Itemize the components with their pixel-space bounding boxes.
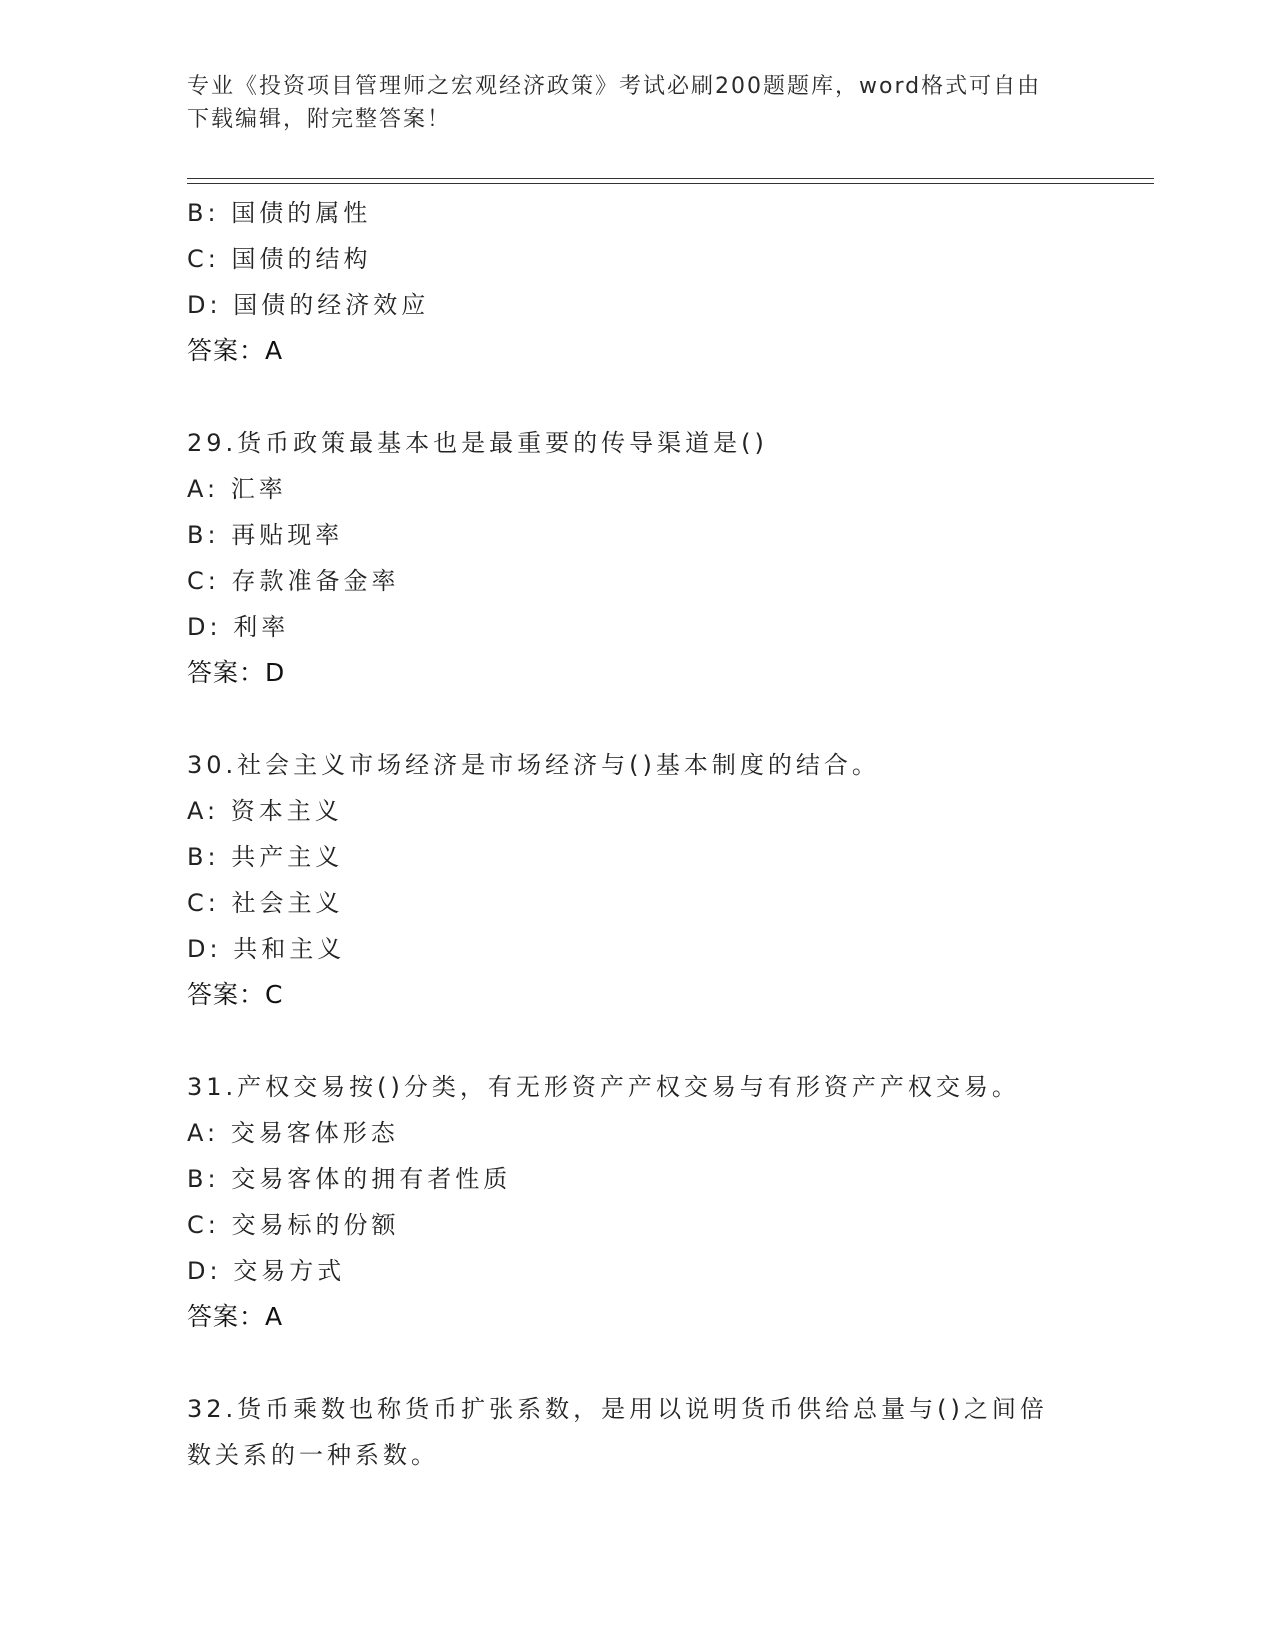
question-stem: 30.社会主义市场经济是市场经济与()基本制度的结合。 (187, 751, 880, 779)
question-list (187, 190, 1147, 1478)
option-b: B: 再贴现率 (187, 521, 344, 549)
answer-line: 答案：D (187, 658, 286, 687)
option-a: A: 交易客体形态 (187, 1119, 399, 1147)
option-d: D: 国债的经济效应 (187, 291, 430, 319)
answer-line: 答案：A (187, 1302, 284, 1331)
option-b: B: 共产主义 (187, 843, 344, 871)
header-divider-top (187, 178, 1154, 179)
option-c: C: 交易标的份额 (187, 1211, 400, 1239)
spacer (187, 696, 1147, 742)
spacer (187, 1018, 1147, 1064)
option-d: D: 交易方式 (187, 1257, 346, 1285)
question-stem: 31.产权交易按()分类，有无形资产产权交易与有形资产产权交易。 (187, 1073, 1020, 1101)
question-30 (187, 742, 1147, 1018)
question-28-tail (187, 190, 1147, 374)
option-a: A: 资本主义 (187, 797, 343, 825)
question-31 (187, 1064, 1147, 1340)
header-line-2: 下载编辑，附完整答案！ (187, 107, 452, 132)
option-c: C: 国债的结构 (187, 245, 372, 273)
question-stem-line-1: 32.货币乘数也称货币扩张系数，是用以说明货币供给总量与()之间倍 (187, 1395, 1048, 1423)
question-29 (187, 420, 1147, 696)
spacer (187, 1340, 1147, 1386)
question-32 (187, 1386, 1147, 1478)
option-b: B: 交易客体的拥有者性质 (187, 1165, 512, 1193)
spacer (187, 374, 1147, 420)
option-d: D: 利率 (187, 613, 290, 641)
option-c: C: 社会主义 (187, 889, 344, 917)
answer-line: 答案：A (187, 336, 284, 365)
header-line-1: 专业《投资项目管理师之宏观经济政策》考试必刷200题题库，word格式可自由 (187, 74, 1042, 99)
option-b: B: 国债的属性 (187, 199, 372, 227)
header-divider-bottom (187, 183, 1154, 184)
document-header (187, 70, 1087, 136)
option-a: A: 汇率 (187, 475, 287, 503)
question-stem: 29.货币政策最基本也是最重要的传导渠道是() (187, 429, 768, 457)
question-stem-line-2: 数关系的一种系数。 (187, 1441, 439, 1469)
option-c: C: 存款准备金率 (187, 567, 400, 595)
option-d: D: 共和主义 (187, 935, 346, 963)
answer-line: 答案：C (187, 980, 284, 1009)
